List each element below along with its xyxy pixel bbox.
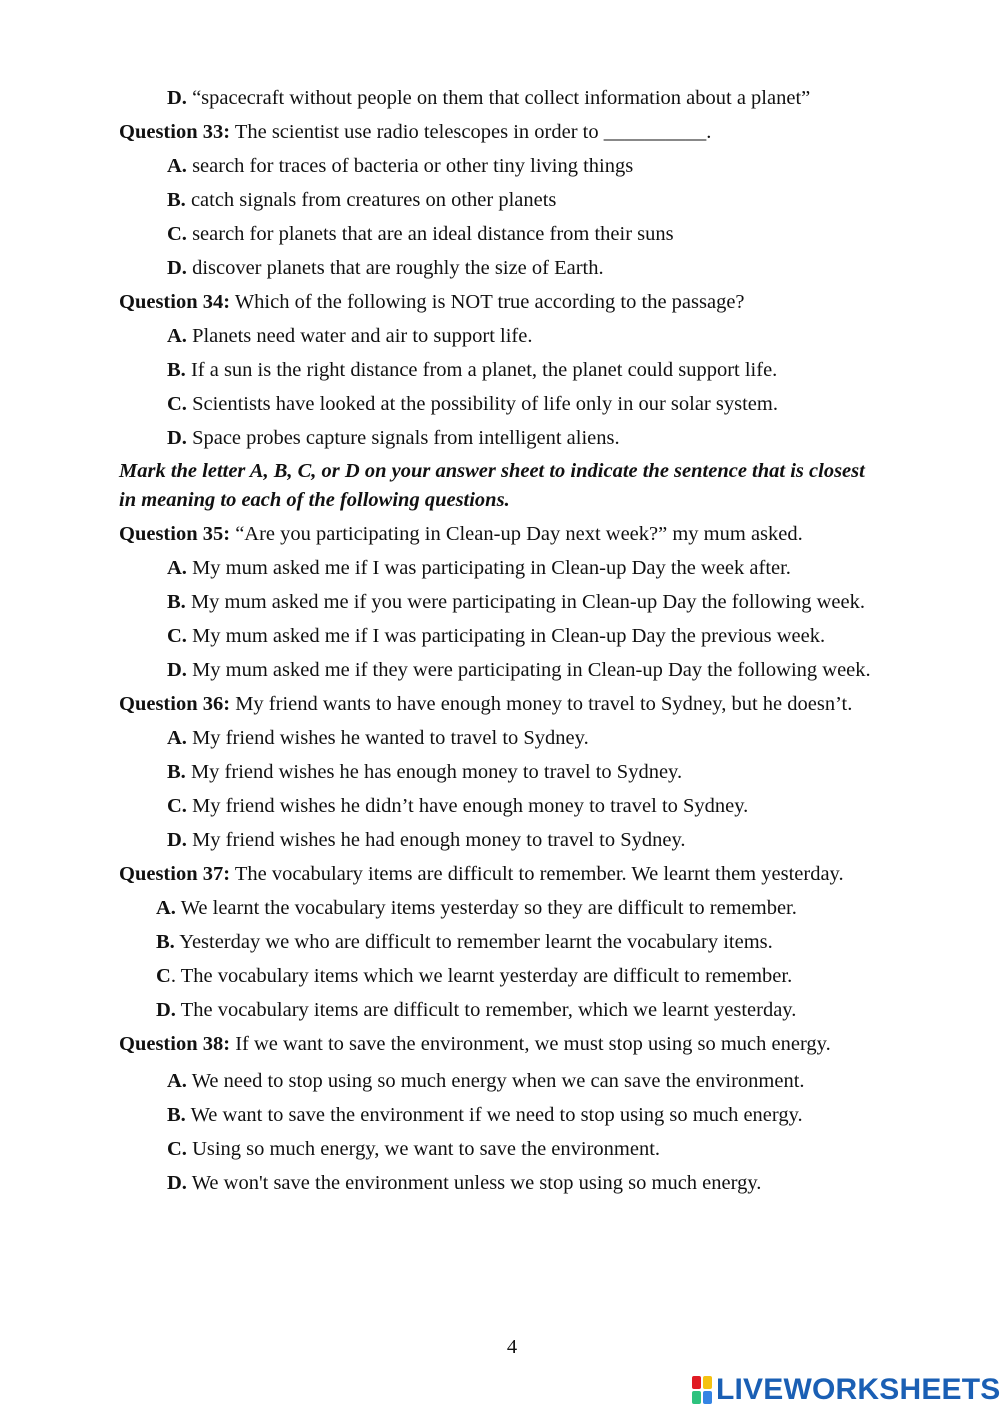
question-38 [119,1032,831,1056]
q36-option-c [167,794,748,818]
option-text: search for planets that are an ideal distance from their suns [192,223,674,245]
option-letter: A. [167,1070,187,1092]
question-label: Question 34: [119,291,231,313]
option-letter: C. [167,223,187,245]
option-letter: D. [167,87,187,109]
option-letter: C. [167,795,187,817]
liveworksheets-wordmark: LIVEWORKSHEETS [716,1373,1000,1406]
question-37 [119,862,844,886]
logo-square-green [692,1391,701,1404]
question-35 [119,522,803,546]
option-letter: D. [167,659,187,681]
option-letter: A. [156,897,176,919]
question-stem: The scientist use radio telescopes in order to __________. [234,121,712,143]
q37-option-b [156,930,773,954]
q36-option-a [167,726,589,750]
q33-option-d [167,256,604,280]
question-stem: Which of the following is NOT true according to the passage? [234,291,745,313]
option-text: search for traces of bacteria or other tiny living things [192,155,634,177]
logo-square-red [692,1376,701,1389]
option-letter: A. [167,325,187,347]
option-text: If a sun is the right distance from a planet, the planet could support life. [190,359,778,381]
q37-option-d [156,998,796,1022]
option-letter: D. [167,829,187,851]
q35-option-b [167,590,865,614]
question-stem: The vocabulary items are difficult to remember. We learnt them yesterday. [234,863,844,885]
q36-option-d [167,828,685,852]
q32-option-d [167,86,810,110]
option-letter: A. [167,727,187,749]
question-36 [119,692,852,716]
instruction-line-1: Mark the letter A, B, C, or D on your answer sheet to indicate the sentence that is closest [119,460,865,482]
q33-option-c [167,222,674,246]
option-text: We need to stop using so much energy when we can save the environment. [191,1070,805,1092]
option-text: My mum asked me if I was participating in Clean-up Day the previous week. [192,625,826,647]
instruction-line-2: in meaning to each of the following questions. [119,489,510,511]
logo-square-blue [703,1391,712,1404]
q34-option-b [167,358,777,382]
q38-option-d [167,1171,761,1195]
page-number: 4 [506,1336,518,1358]
question-stem: “Are you participating in Clean-up Day next week?” my mum asked. [235,523,803,545]
option-letter: C. [167,393,187,415]
question-stem: If we want to save the environment, we must stop using so much energy. [235,1033,831,1055]
option-letter: C. [167,1138,187,1160]
option-text: discover planets that are roughly the size of Earth. [192,257,604,279]
logo-square-yellow [703,1376,712,1389]
option-text: Scientists have looked at the possibility of life only in our solar system. [192,393,778,415]
option-letter: B. [156,931,175,953]
liveworksheets-logo-icon [692,1376,712,1404]
option-text: Planets need water and air to support life. [192,325,533,347]
q37-option-a [156,896,797,920]
q34-option-d [167,426,620,450]
option-text: My friend wishes he has enough money to travel to Sydney. [190,761,683,783]
option-text: We learnt the vocabulary items yesterday so they are difficult to remember. [180,897,797,919]
option-letter: B. [167,761,186,783]
option-text: “spacecraft without people on them that collect information about a planet” [192,87,811,109]
question-label: Question 35: [119,523,231,545]
option-letter: D. [167,1172,187,1194]
q33-option-a [167,154,633,178]
option-text: Space probes capture signals from intelligent aliens. [192,427,620,449]
question-33 [119,120,711,144]
option-text: My mum asked me if I was participating in Clean-up Day the week after. [192,557,791,579]
option-letter: D. [156,999,176,1021]
option-letter: B. [167,591,186,613]
option-text: My friend wishes he wanted to travel to Sydney. [192,727,589,749]
q33-option-b [167,188,556,212]
option-letter: D. [167,427,187,449]
q35-option-a [167,556,791,580]
q34-option-c [167,392,778,416]
question-label: Question 36: [119,693,231,715]
option-letter: A. [167,155,187,177]
option-text: . The vocabulary items which we learnt yesterday are difficult to remember. [170,965,793,987]
q38-option-b [167,1103,803,1127]
liveworksheets-logo [692,1374,1000,1406]
option-letter: B. [167,1104,186,1126]
q34-option-a [167,324,533,348]
question-34 [119,290,745,314]
q36-option-b [167,760,682,784]
option-letter: C [156,965,171,987]
q38-option-a [167,1069,805,1093]
option-text: catch signals from creatures on other planets [190,189,557,211]
option-text: Using so much energy, we want to save the environment. [192,1138,661,1160]
option-letter: D. [167,257,187,279]
question-label: Question 37: [119,863,231,885]
option-letter: B. [167,189,186,211]
question-label: Question 33: [119,121,231,143]
option-text: The vocabulary items are difficult to remember, which we learnt yesterday. [180,999,797,1021]
option-text: We want to save the environment if we need to stop using so much energy. [190,1104,803,1126]
option-text: My friend wishes he didn’t have enough money to travel to Sydney. [192,795,749,817]
question-stem: My friend wants to have enough money to travel to Sydney, but he doesn’t. [235,693,853,715]
question-label: Question 38: [119,1033,231,1055]
q37-option-c [156,964,792,988]
option-letter: B. [167,359,186,381]
q35-option-d [167,658,871,682]
option-letter: A. [167,557,187,579]
option-letter: C. [167,625,187,647]
option-text: My mum asked me if you were participating in Clean-up Day the following week. [190,591,865,613]
option-text: Yesterday we who are difficult to remember learnt the vocabulary items. [179,931,773,953]
option-text: My mum asked me if they were participating in Clean-up Day the following week. [192,659,871,681]
q35-option-c [167,624,825,648]
q38-option-c [167,1137,660,1161]
option-text: We won't save the environment unless we stop using so much energy. [191,1172,762,1194]
option-text: My friend wishes he had enough money to travel to Sydney. [192,829,686,851]
